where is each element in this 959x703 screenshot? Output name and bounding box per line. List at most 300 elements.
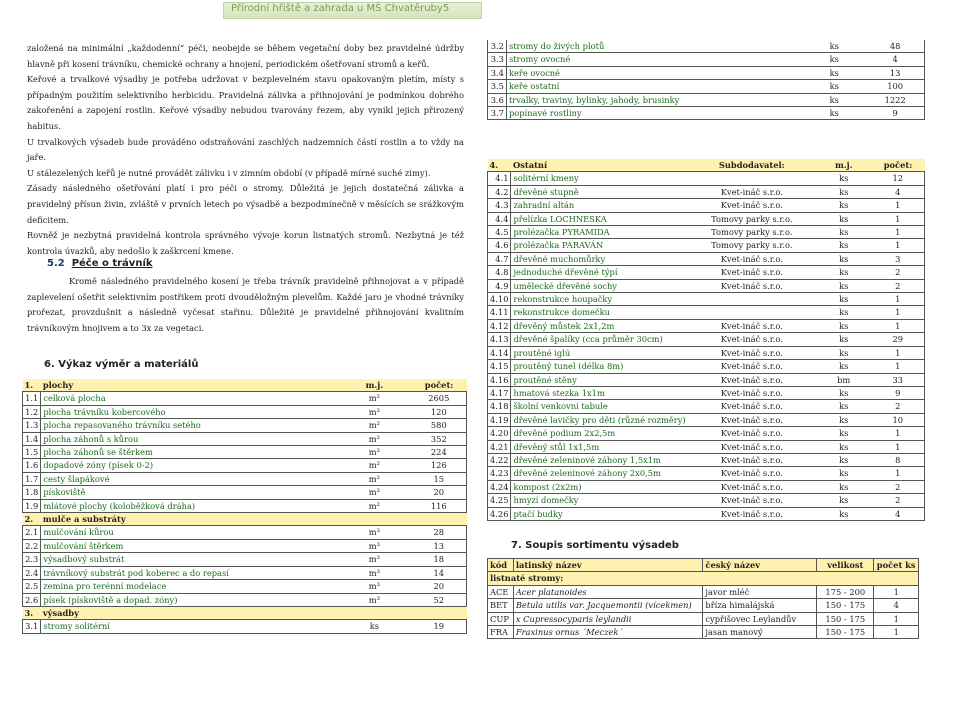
- table-cell: písek (pískoviště a dopad. zóny): [41, 593, 337, 606]
- table-cell: 20: [412, 486, 467, 499]
- table-cell: 4.6: [488, 239, 511, 252]
- table-cell: 4.9: [488, 279, 511, 292]
- table-row: [488, 386, 925, 399]
- table-cell: výsadby: [41, 606, 337, 619]
- table-cell: Kvet-ináč s.r.o.: [688, 279, 816, 292]
- table-row: [488, 494, 925, 507]
- table-cell: m²: [337, 446, 411, 459]
- table-cell: Kvet-ináč s.r.o.: [688, 507, 816, 520]
- table-cell: Kvet-ináč s.r.o.: [688, 373, 816, 386]
- table-cell: ks: [802, 93, 866, 106]
- table-cell: solitérní kmeny: [511, 172, 688, 185]
- table-cell: ks: [816, 199, 872, 212]
- table-cell: dřevěné zeleninové záhony 1,5x1m: [511, 453, 688, 466]
- table-cell: 116: [412, 499, 467, 512]
- table-cell: ks: [802, 53, 866, 66]
- table-row: [488, 239, 925, 252]
- table-cell: ks: [802, 80, 866, 93]
- table-row: [23, 539, 467, 552]
- table-row: [23, 432, 467, 445]
- header-cell: počet:: [412, 379, 467, 392]
- table-cell: Kvet-ináč s.r.o.: [688, 413, 816, 426]
- table-cell: ks: [816, 293, 872, 306]
- header-cell: m.j.: [337, 379, 411, 392]
- table-cell: ks: [802, 66, 866, 79]
- table-cell: ks: [816, 279, 872, 292]
- table-header-row: [488, 559, 919, 572]
- table-subheader-row: [23, 513, 467, 526]
- table-cell: 224: [412, 446, 467, 459]
- table-cell: 1.6: [23, 459, 41, 472]
- table-cell: ks: [816, 333, 872, 346]
- table-cell: m²: [337, 432, 411, 445]
- table-cell: 1.8: [23, 486, 41, 499]
- table-cell: 1.1: [23, 392, 41, 405]
- table-cell: 4.23: [488, 467, 511, 480]
- table-row: [488, 40, 925, 53]
- table-cell: jednoduché dřevěné týpí: [511, 266, 688, 279]
- table-cell: ks: [816, 252, 872, 265]
- table-cell: 1: [871, 427, 924, 440]
- table-cell: 4.12: [488, 319, 511, 332]
- table-cell: 120: [412, 405, 467, 418]
- table-cell: ks: [816, 386, 872, 399]
- table-row: [488, 626, 919, 639]
- table-cell: m³: [337, 553, 411, 566]
- table-cell: plocha záhonů s kůrou: [41, 432, 337, 445]
- table-species: [487, 558, 919, 639]
- table-cell: keře ostatní: [506, 80, 802, 93]
- table-cell: ks: [816, 212, 872, 225]
- table-cell: Tomovy parky s.r.o.: [688, 212, 816, 225]
- table-cell: dřevěné lavičky pro děti (různé rozměry): [511, 413, 688, 426]
- table-cell: dřevěný můstek 2x1,2m: [511, 319, 688, 332]
- table-cell: 1: [874, 612, 919, 625]
- table-cell: prolézačka PARAVÁN: [511, 239, 688, 252]
- table-cell: pískoviště: [41, 486, 337, 499]
- table-cell: Kvet-ináč s.r.o.: [688, 185, 816, 198]
- table-cell: 1.5: [23, 446, 41, 459]
- table-cell: 2: [871, 266, 924, 279]
- table-cell: 175 - 200: [817, 585, 874, 598]
- header-cell: Ostatní: [511, 159, 688, 172]
- table-cell: 4.3: [488, 199, 511, 212]
- table-cell: [688, 172, 816, 185]
- header-cell: 1.: [23, 379, 41, 392]
- table-cell: 4.13: [488, 333, 511, 346]
- header-cell: počet:: [871, 159, 924, 172]
- table-cell: 4: [866, 53, 924, 66]
- table-areas: [22, 379, 467, 634]
- table-cell: ks: [816, 239, 872, 252]
- table-cell: Kvet-ináč s.r.o.: [688, 266, 816, 279]
- table-cell: 1: [871, 346, 924, 359]
- table-cell: 2.: [23, 513, 41, 526]
- table-cell: dřevěné podium 2x2,5m: [511, 427, 688, 440]
- section-6-heading: 6. Výkaz výměr a materiálů: [44, 359, 199, 370]
- table-row: [23, 405, 467, 418]
- header-cell: latinský název: [513, 559, 703, 572]
- table-cell: BET: [488, 599, 514, 612]
- table-row: [488, 53, 925, 66]
- table-row: [488, 400, 925, 413]
- table-cell: 2: [871, 400, 924, 413]
- table-row: [23, 419, 467, 432]
- table-row: [23, 593, 467, 606]
- table-row: [23, 526, 467, 539]
- table-cell: x Cupressocyparis leylandii: [513, 612, 703, 625]
- table-row: [488, 599, 919, 612]
- table-cell: 13: [412, 539, 467, 552]
- table-cell: 352: [412, 432, 467, 445]
- table-row: [488, 279, 925, 292]
- table-row: [488, 427, 925, 440]
- table-cell: 150 - 175: [817, 599, 874, 612]
- header-cell: plochy: [41, 379, 337, 392]
- table-subheader-row: [23, 606, 467, 619]
- table-cell: ks: [816, 440, 872, 453]
- table-cell: 18: [412, 553, 467, 566]
- section-title: Péče o trávník: [71, 258, 153, 269]
- table-cell: 19: [412, 620, 467, 633]
- header-cell: kód: [488, 559, 514, 572]
- table-cell: Kvet-ináč s.r.o.: [688, 346, 816, 359]
- table-cell: Fraxinus ornus ´Meczek´: [513, 626, 703, 639]
- table-cell: 150 - 175: [817, 626, 874, 639]
- table-cell: 28: [412, 526, 467, 539]
- table-cell: 1: [871, 360, 924, 373]
- table-row: [23, 580, 467, 593]
- table-row: [488, 226, 925, 239]
- table-cell: 4.18: [488, 400, 511, 413]
- table-cell: m²: [337, 459, 411, 472]
- table-row: [23, 472, 467, 485]
- table-cell: Kvet-ináč s.r.o.: [688, 440, 816, 453]
- paragraph: Rovněž je nezbytná pravidelná kontrola správného vývoje korun listnatých stromů. Nezbytná je též kontrola úvazků, aby nedošlo k zaškrcení kmene.: [27, 230, 464, 256]
- table-cell: trávníkový substrát pod koberec a do repasí: [41, 566, 337, 579]
- table-cell: přelízka LOCHNESKA: [511, 212, 688, 225]
- table-cell: 2.2: [23, 539, 41, 552]
- table-row: [488, 266, 925, 279]
- table-cell: Tomovy parky s.r.o.: [688, 226, 816, 239]
- table-cell: 1: [871, 306, 924, 319]
- table-cell: dopadové zóny (písek 0-2): [41, 459, 337, 472]
- header-cell: počet ks: [874, 559, 919, 572]
- table-cell: Kvet-ináč s.r.o.: [688, 480, 816, 493]
- table-cell: ks: [816, 172, 872, 185]
- table-cell: 4.11: [488, 306, 511, 319]
- table-cell: 4: [871, 507, 924, 520]
- table-row: [23, 486, 467, 499]
- table-cell: stromy solitérní: [41, 620, 337, 633]
- table-row: [488, 93, 925, 106]
- table-cell: plocha trávníku kobercového: [41, 405, 337, 418]
- table-cell: dřevěné špalíky (cca průměr 30cm): [511, 333, 688, 346]
- table-cell: 4.17: [488, 386, 511, 399]
- table-cell: Kvet-ináč s.r.o.: [688, 386, 816, 399]
- table-cell: 1: [871, 467, 924, 480]
- table-cell: 3.2: [488, 40, 507, 53]
- table-cell: 1: [871, 212, 924, 225]
- table-cell: ks: [816, 226, 872, 239]
- table-cell: Acer platanoides: [513, 585, 703, 598]
- table-cell: jasan manový: [703, 626, 817, 639]
- table-cell: 4.1: [488, 172, 511, 185]
- table-cell: [412, 513, 467, 526]
- table-cell: 4.14: [488, 346, 511, 359]
- table-row: [23, 566, 467, 579]
- table-cell: prolézačka PYRAMIDA: [511, 226, 688, 239]
- table-cell: 3.3: [488, 53, 507, 66]
- table-cell: 150 - 175: [817, 612, 874, 625]
- table-cell: Kvet-ináč s.r.o.: [688, 333, 816, 346]
- table-cell: hmatová stezka 1x1m: [511, 386, 688, 399]
- paragraph: Zásady následného ošetřování platí i pro péči o stromy. Důležitá je jejich dostatečná zálivka a pravidelný přísun živin, zvláště v prvních letech po výsadbě a bezpodmínečně v měsících se srážkovým deficitem.: [27, 183, 464, 225]
- table-cell: 3: [871, 252, 924, 265]
- table-cell: 2.5: [23, 580, 41, 593]
- table-cell: 2.4: [23, 566, 41, 579]
- header-cell: český název: [703, 559, 817, 572]
- table-row: [488, 413, 925, 426]
- table-row: [488, 373, 925, 386]
- table-cell: bm: [816, 373, 872, 386]
- table-cell: hmyzí domečky: [511, 494, 688, 507]
- table-cell: 4.15: [488, 360, 511, 373]
- table-row: [23, 499, 467, 512]
- table-cell: mulčování štěrkem: [41, 539, 337, 552]
- table-cell: 2: [871, 494, 924, 507]
- table-header-row: [488, 159, 925, 172]
- section-7-heading: 7. Soupis sortimentu výsadeb: [511, 540, 679, 551]
- table-cell: ptačí budky: [511, 507, 688, 520]
- table-cell: ks: [816, 266, 872, 279]
- table-cell: 1.7: [23, 472, 41, 485]
- table-cell: 4.24: [488, 480, 511, 493]
- table-cell: 1: [874, 626, 919, 639]
- table-cell: ks: [816, 507, 872, 520]
- table-row: [488, 467, 925, 480]
- paragraph: Kromě následného pravidelného kosení je třeba trávník pravidelně přihnojovat a v případě zaplevelení ošetřit selektivním postřikem proti dvouděložným plevelům. Každé jaro je vhodné trávníky prořezat, provzdušnit a následně vyčesat stařinu. Důležité je pravidelné přihnojování kvalitním trávníkovým hnojivem a to 3x za vegetaci.: [27, 276, 464, 333]
- table-cell: [337, 513, 411, 526]
- table-row: [488, 453, 925, 466]
- page-title: Přírodní hřiště a zahrada u MŠ Chvatěruby5: [231, 3, 450, 14]
- table-cell: 4.22: [488, 453, 511, 466]
- table-row: [488, 612, 919, 625]
- header-cell: 4.: [488, 159, 511, 172]
- table-row: [23, 620, 467, 633]
- paragraph: Keřové a trvalkové výsadby je potřeba udržovat v bezplevelném stavu opakovaným pletím, místy s případným použitím selektivního herbicidu. Pravidelná zálivka a přihnojování je podmínkou dobrého zakořenění a zapojení rostlin. Keřové výsadby nebudou tvarovány řezem, aby vynikl jejich přirozený habitus.: [27, 74, 464, 131]
- table-row: [23, 553, 467, 566]
- table-cell: 4: [871, 185, 924, 198]
- table-row: [488, 306, 925, 319]
- table-cell: 1.9: [23, 499, 41, 512]
- table-cell: proutěné iglú: [511, 346, 688, 359]
- table-cell: 14: [412, 566, 467, 579]
- table-cell: m²: [337, 472, 411, 485]
- table-cell: 12: [871, 172, 924, 185]
- table-cell: zemina pro terénní modelace: [41, 580, 337, 593]
- table-cell: 2605: [412, 392, 467, 405]
- table-cell: 1.2: [23, 405, 41, 418]
- table-cell: 4.21: [488, 440, 511, 453]
- table-cell: javor mléč: [703, 585, 817, 598]
- table-cell: 1: [871, 199, 924, 212]
- table-cell: 3.6: [488, 93, 507, 106]
- table-cell: 1: [871, 239, 924, 252]
- table-cell: m²: [337, 392, 411, 405]
- table-cell: kompost (2x2m): [511, 480, 688, 493]
- table-cell: dřevěné muchomůrky: [511, 252, 688, 265]
- table-cell: m²: [337, 419, 411, 432]
- table-cell: ks: [816, 480, 872, 493]
- section-5-2-body: [27, 274, 464, 336]
- table-cell: 3.4: [488, 66, 507, 79]
- table-cell: 13: [866, 66, 924, 79]
- table-cell: m²: [337, 405, 411, 418]
- table-cell: 48: [866, 40, 924, 53]
- table-cell: umělecké dřevěné sochy: [511, 279, 688, 292]
- header-cell: velikost: [817, 559, 874, 572]
- table-row: [488, 585, 919, 598]
- table-cell: stromy ovocné: [506, 53, 802, 66]
- table-cell: 1: [871, 440, 924, 453]
- table-cell: ks: [816, 319, 872, 332]
- table-cell: 100: [866, 80, 924, 93]
- table-cell: ks: [816, 427, 872, 440]
- left-column-text: [27, 41, 464, 259]
- table-cell: Kvet-ináč s.r.o.: [688, 319, 816, 332]
- table-cell: stromy do živých plotů: [506, 40, 802, 53]
- table-row: [488, 66, 925, 79]
- table-cell: trvalky, traviny, bylinky, jahody, brusinky: [506, 93, 802, 106]
- paragraph: U trvalkových výsadeb bude prováděno odstraňování zaschlých nadzemních částí rostlin a to vždy na jaře.: [27, 136, 464, 163]
- table-cell: 4.26: [488, 507, 511, 520]
- table-subheader-row: [488, 572, 919, 585]
- table-cell: m²: [337, 499, 411, 512]
- table-cell: 2.1: [23, 526, 41, 539]
- table-cell: ks: [802, 107, 866, 120]
- table-cell: keře ovocné: [506, 66, 802, 79]
- table-cell: ks: [816, 413, 872, 426]
- table-cell: Kvet-ináč s.r.o.: [688, 453, 816, 466]
- table-cell: ks: [816, 185, 872, 198]
- table-cell: 10: [871, 413, 924, 426]
- paragraph: U stálezelených keřů je nutné provádět zálivku i v zimním období (v případě mírné suché zimy).: [27, 167, 431, 178]
- table-cell: 580: [412, 419, 467, 432]
- table-row: [488, 333, 925, 346]
- section-number: 5.2: [47, 258, 65, 269]
- table-cell: Kvet-ináč s.r.o.: [688, 199, 816, 212]
- table-row: [488, 293, 925, 306]
- table-cell: 2.6: [23, 593, 41, 606]
- table-cell: ks: [816, 400, 872, 413]
- table-cell: cypřišovec Leylandův: [703, 612, 817, 625]
- table-cell: ks: [816, 453, 872, 466]
- table-cell: 1: [871, 226, 924, 239]
- table-cell: mulčování kůrou: [41, 526, 337, 539]
- table-cell: mlátové plochy (koloběžková dráha): [41, 499, 337, 512]
- table-cell: 52: [412, 593, 467, 606]
- table-cell: Kvet-ináč s.r.o.: [688, 494, 816, 507]
- table-cell: [688, 293, 816, 306]
- table-cell: 15: [412, 472, 467, 485]
- table-cell: 4.25: [488, 494, 511, 507]
- header-cell: m.j.: [816, 159, 872, 172]
- table-cell: zahradní altán: [511, 199, 688, 212]
- table-row: [488, 212, 925, 225]
- header-cell: Subdodavatel:: [688, 159, 816, 172]
- table-cell: 4.20: [488, 427, 511, 440]
- table-cell: 4: [874, 599, 919, 612]
- table-cell: 4.5: [488, 226, 511, 239]
- table-cell: popínavé rostliny: [506, 107, 802, 120]
- table-plantings-cont: [487, 40, 925, 120]
- table-row: [23, 459, 467, 472]
- table-cell: [412, 606, 467, 619]
- table-cell: [337, 606, 411, 619]
- table-cell: 1.3: [23, 419, 41, 432]
- paragraph: založená na minimální „každodenní“ péči, neobejde se během vegetační doby bez pravidelné údržby hlavně při kosení trávníku, chemické ochrany a hnojení, periodickém ošetřovaní stromů a keřů.: [27, 43, 464, 69]
- table-cell: celková plocha: [41, 392, 337, 405]
- table-cell: m³: [337, 566, 411, 579]
- table-cell: 4.10: [488, 293, 511, 306]
- table-cell: plocha záhonů se štěrkem: [41, 446, 337, 459]
- table-cell: proutěný tunel (délka 8m): [511, 360, 688, 373]
- table-cell: 4.8: [488, 266, 511, 279]
- table-cell: 4.19: [488, 413, 511, 426]
- table-row: [488, 440, 925, 453]
- table-row: [488, 360, 925, 373]
- table-cell: rekonstrukce houpačky: [511, 293, 688, 306]
- table-cell: 1222: [866, 93, 924, 106]
- table-cell: 1: [871, 293, 924, 306]
- table-cell: 4.2: [488, 185, 511, 198]
- table-cell: cesty šlapákové: [41, 472, 337, 485]
- table-cell: CUP: [488, 612, 514, 625]
- table-row: [23, 446, 467, 459]
- table-row: [488, 107, 925, 120]
- table-cell: 4.7: [488, 252, 511, 265]
- table-row: [23, 392, 467, 405]
- table-cell: ks: [802, 40, 866, 53]
- table-cell: 4.4: [488, 212, 511, 225]
- section-5-2-heading: [47, 258, 153, 269]
- table-cell: školní venkovní tabule: [511, 400, 688, 413]
- table-cell: ks: [816, 306, 872, 319]
- table-cell: 3.1: [23, 620, 41, 633]
- table-cell: 4.16: [488, 373, 511, 386]
- table-row: [488, 346, 925, 359]
- table-row: [488, 319, 925, 332]
- table-cell: m³: [337, 539, 411, 552]
- table-cell: Kvet-ináč s.r.o.: [688, 252, 816, 265]
- table-row: [488, 199, 925, 212]
- table-cell: Kvet-ináč s.r.o.: [688, 400, 816, 413]
- table-cell: Kvet-ináč s.r.o.: [688, 427, 816, 440]
- table-cell: bříza himalájská: [703, 599, 817, 612]
- table-row: [488, 80, 925, 93]
- table-cell: 8: [871, 453, 924, 466]
- table-cell: ks: [816, 494, 872, 507]
- table-cell: 2.3: [23, 553, 41, 566]
- table-cell: 33: [871, 373, 924, 386]
- table-cell: ACE: [488, 585, 514, 598]
- table-cell: ks: [816, 346, 872, 359]
- table-cell: 1: [871, 319, 924, 332]
- table-header-row: [23, 379, 467, 392]
- table-cell: dřevěné zeleninové záhony 2x0,5m: [511, 467, 688, 480]
- table-cell: m³: [337, 580, 411, 593]
